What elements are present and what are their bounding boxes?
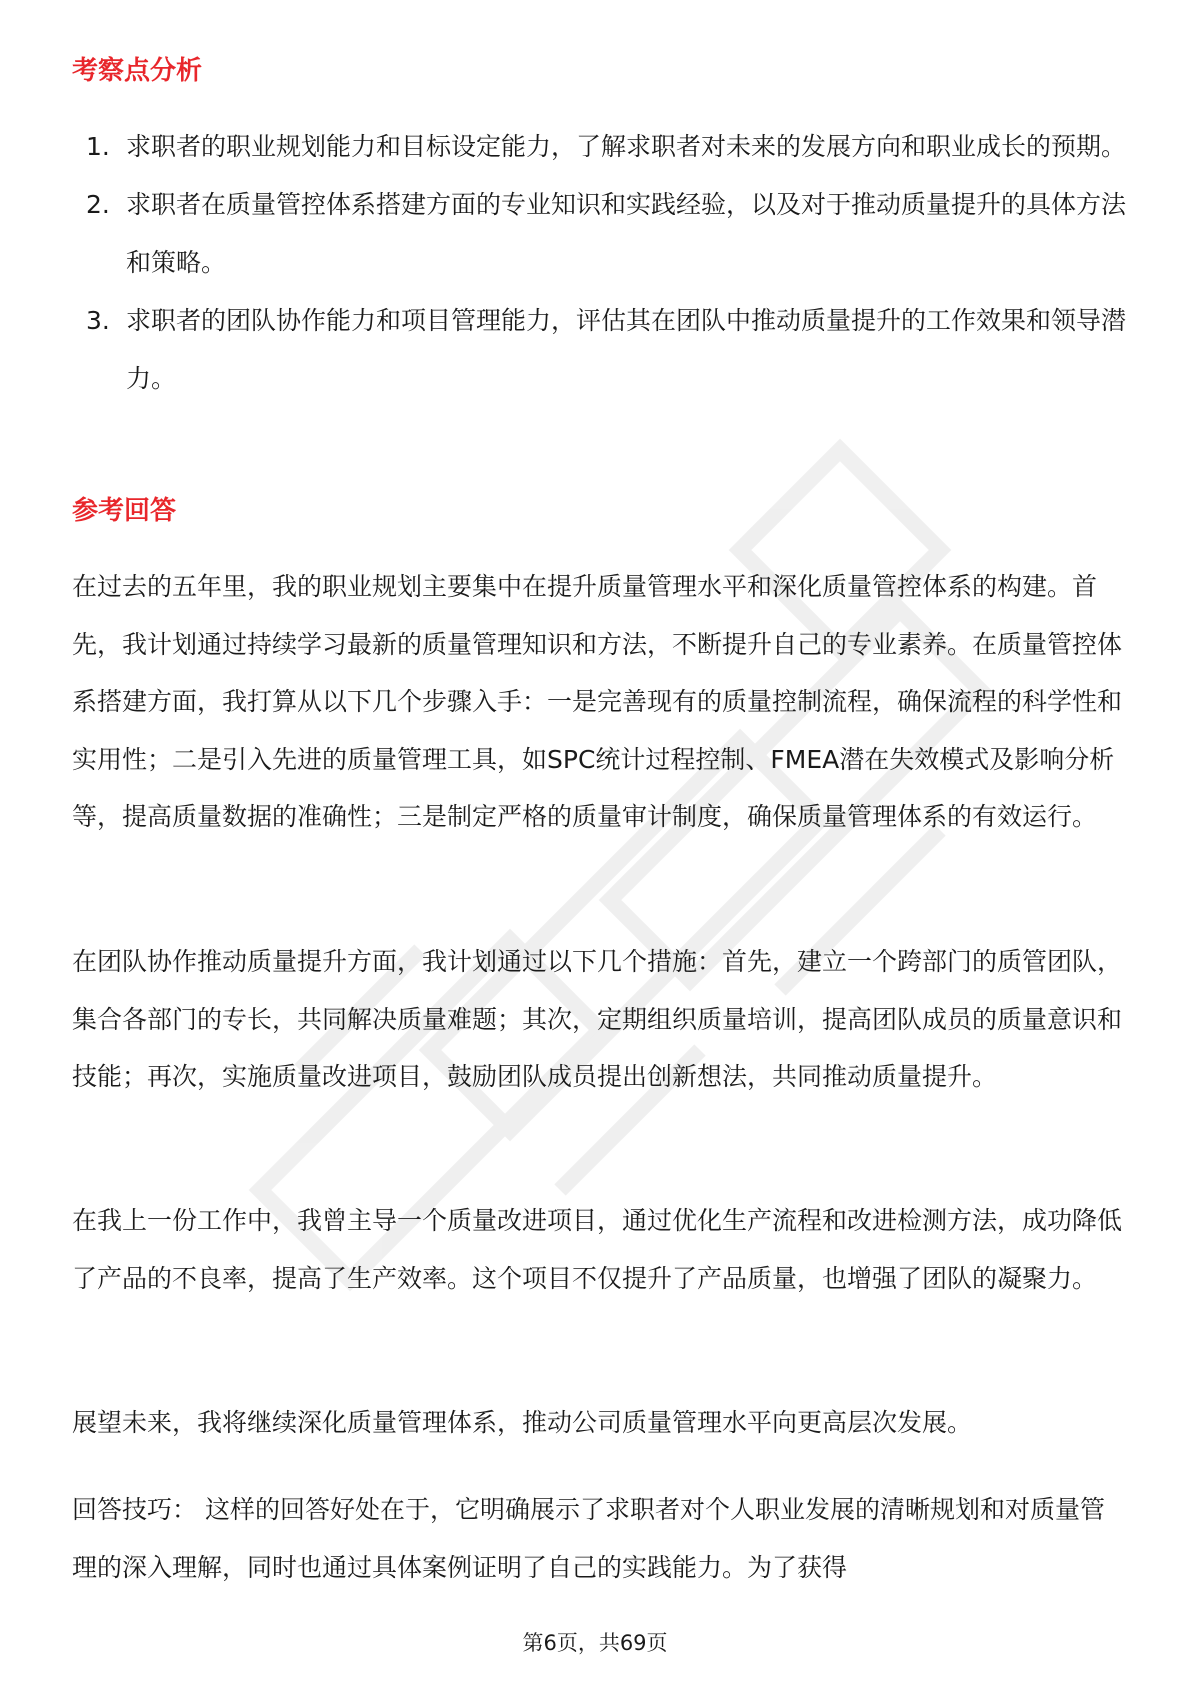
answer-paragraph: 在我上一份工作中，我曾主导一个质量改进项目，通过优化生产流程和改进检测方法，成功降低了产品的不良率，提高了生产效率。这个项目不仅提升了产品质量，也增强了团队的凝聚力。 xyxy=(72,1206,1123,1293)
answer-paragraph: 展望未来，我将继续深化质量管理体系，推动公司质量管理水平向更高层次发展。 xyxy=(72,1408,973,1437)
list-number: 1. xyxy=(86,132,110,161)
list-number: 2. xyxy=(86,190,110,219)
list-item xyxy=(72,176,1132,292)
answer-paragraph: 在过去的五年里，我的职业规划主要集中在提升质量管理水平和深化质量管控体系的构建。首先，我计划通过持续学习最新的质量管理知识和方法，不断提升自己的专业素养。在质量管控体系搭建方面，我打算从以下几个步骤入手：一是完善现有的质量控制流程，确保流程的科学性和实用性；二是引入先进的质量管理工具，如SPC统计过程控制、FMEA潜在失效模式及影响分析等，提高质量数据的准确性；三是制定严格的质量审计制度，确保质量管理体系的有效运行。 xyxy=(72,572,1123,831)
answer-tips-paragraph: 回答技巧： 这样的回答好处在于，它明确展示了求职者对个人职业发展的清晰规划和对质量管理的深入理解，同时也通过具体案例证明了自己的实践能力。为了获得 xyxy=(72,1495,1105,1582)
list-item-text: 求职者的团队协作能力和项目管理能力，评估其在团队中推动质量提升的工作效果和领导潜力。 xyxy=(126,306,1127,393)
list-number: 3. xyxy=(86,306,110,335)
section-title-analysis: 考察点分析 xyxy=(72,56,203,86)
answer-paragraph: 在团队协作推动质量提升方面，我计划通过以下几个措施：首先，建立一个跨部门的质管团队，集合各部门的专长，共同解决质量难题；其次，定期组织质量培训，提高团队成员的质量意识和技能；再次，实施质量改进项目，鼓励团队成员提出创新想法，共同推动质量提升。 xyxy=(72,947,1123,1091)
analysis-list xyxy=(72,118,1132,408)
section-title-answer: 参考回答 xyxy=(72,496,177,526)
page-number-footer: 第6页，共69页 xyxy=(522,1631,668,1655)
list-item xyxy=(72,292,1132,408)
list-item-text: 求职者的职业规划能力和目标设定能力，了解求职者对未来的发展方向和职业成长的预期。 xyxy=(126,132,1127,161)
list-item xyxy=(72,118,1132,176)
list-item-text: 求职者在质量管控体系搭建方面的专业知识和实践经验，以及对于推动质量提升的具体方法和策略。 xyxy=(126,190,1127,277)
